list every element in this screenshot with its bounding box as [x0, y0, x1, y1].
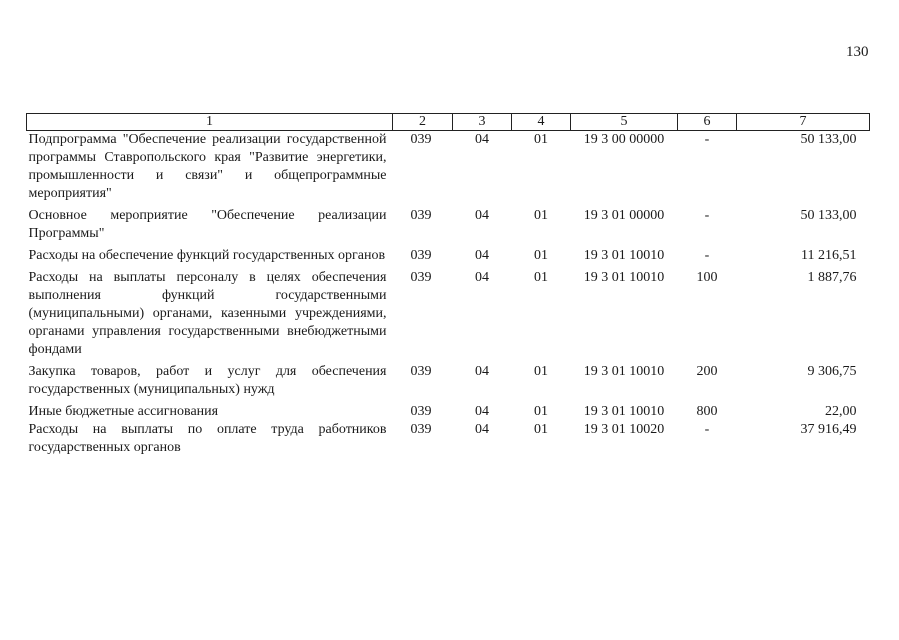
row-subsection-code: 01	[534, 132, 548, 147]
page-number: 130	[846, 44, 869, 60]
table-row	[27, 269, 870, 363]
row-section-code: 04	[475, 404, 489, 419]
row-expense-type: 800	[696, 404, 718, 419]
row-name: Закупка товаров, работ и услуг для обеспечения государственных (муниципальных) нужд	[28, 364, 387, 397]
row-ministry-code: 039	[410, 364, 432, 379]
row-target-code: 19 3 01 10010	[583, 270, 665, 285]
row-subsection-code: 01	[534, 248, 548, 263]
row-expense-type: 100	[696, 270, 718, 285]
row-ministry-code: 039	[410, 270, 432, 285]
row-amount: 50 133,00	[800, 132, 857, 147]
header-col-5: 5	[571, 114, 678, 131]
row-name: Расходы на выплаты по оплате труда работников государственных органов	[28, 422, 387, 455]
row-ministry-code: 039	[410, 132, 432, 147]
row-target-code: 19 3 01 10020	[583, 422, 665, 437]
header-row	[27, 114, 870, 131]
row-name: Основное мероприятие "Обеспечение реализации Программы"	[28, 208, 387, 241]
row-target-code: 19 3 01 10010	[583, 248, 665, 263]
row-amount: 37 916,49	[800, 422, 857, 437]
row-expense-type: -	[704, 208, 710, 223]
row-section-code: 04	[475, 270, 489, 285]
table-row	[27, 131, 870, 208]
row-subsection-code: 01	[534, 364, 548, 379]
row-expense-type: 200	[696, 364, 718, 379]
row-section-code: 04	[475, 248, 489, 263]
row-target-code: 19 3 01 00000	[583, 208, 665, 223]
row-section-code: 04	[475, 422, 489, 437]
header-col-6: 6	[678, 114, 737, 131]
table-row	[27, 363, 870, 403]
table-row	[27, 247, 870, 269]
row-section-code: 04	[475, 132, 489, 147]
row-amount: 1 887,76	[807, 270, 857, 285]
row-name: Иные бюджетные ассигнования	[28, 404, 219, 419]
row-subsection-code: 01	[534, 270, 548, 285]
row-target-code: 19 3 01 10010	[583, 364, 665, 379]
row-amount: 50 133,00	[800, 208, 857, 223]
table-row	[27, 421, 870, 457]
row-name: Подпрограмма "Обеспечение реализации государственной программы Ставропольского края "Развитие энергетики, промышленности и связи" и общепрограммные мероприятия"	[28, 132, 387, 201]
row-name: Расходы на выплаты персоналу в целях обеспечения выполнения функций государственными (муниципальными) органами, казенными учреждениями, органами управления государственными внебюджетными фондами	[28, 270, 387, 357]
row-subsection-code: 01	[534, 208, 548, 223]
row-section-code: 04	[475, 208, 489, 223]
row-amount: 9 306,75	[807, 364, 857, 379]
header-col-4: 4	[512, 114, 571, 131]
header-col-7: 7	[737, 114, 870, 131]
row-ministry-code: 039	[410, 422, 432, 437]
row-ministry-code: 039	[410, 208, 432, 223]
table-row	[27, 207, 870, 247]
row-amount: 11 216,51	[801, 248, 857, 263]
row-section-code: 04	[475, 364, 489, 379]
row-target-code: 19 3 00 00000	[583, 132, 665, 147]
table-row	[27, 403, 870, 421]
row-expense-type: -	[704, 248, 710, 263]
header-col-2: 2	[393, 114, 453, 131]
row-name: Расходы на обеспечение функций государственных органов	[28, 248, 386, 263]
header-col-1: 1	[27, 114, 393, 131]
row-expense-type: -	[704, 132, 710, 147]
row-ministry-code: 039	[410, 248, 432, 263]
header-col-3: 3	[453, 114, 512, 131]
row-subsection-code: 01	[534, 404, 548, 419]
row-subsection-code: 01	[534, 422, 548, 437]
row-amount: 22,00	[825, 404, 857, 419]
row-expense-type: -	[704, 422, 710, 437]
row-target-code: 19 3 01 10010	[583, 404, 665, 419]
row-ministry-code: 039	[410, 404, 432, 419]
budget-table	[26, 113, 870, 457]
